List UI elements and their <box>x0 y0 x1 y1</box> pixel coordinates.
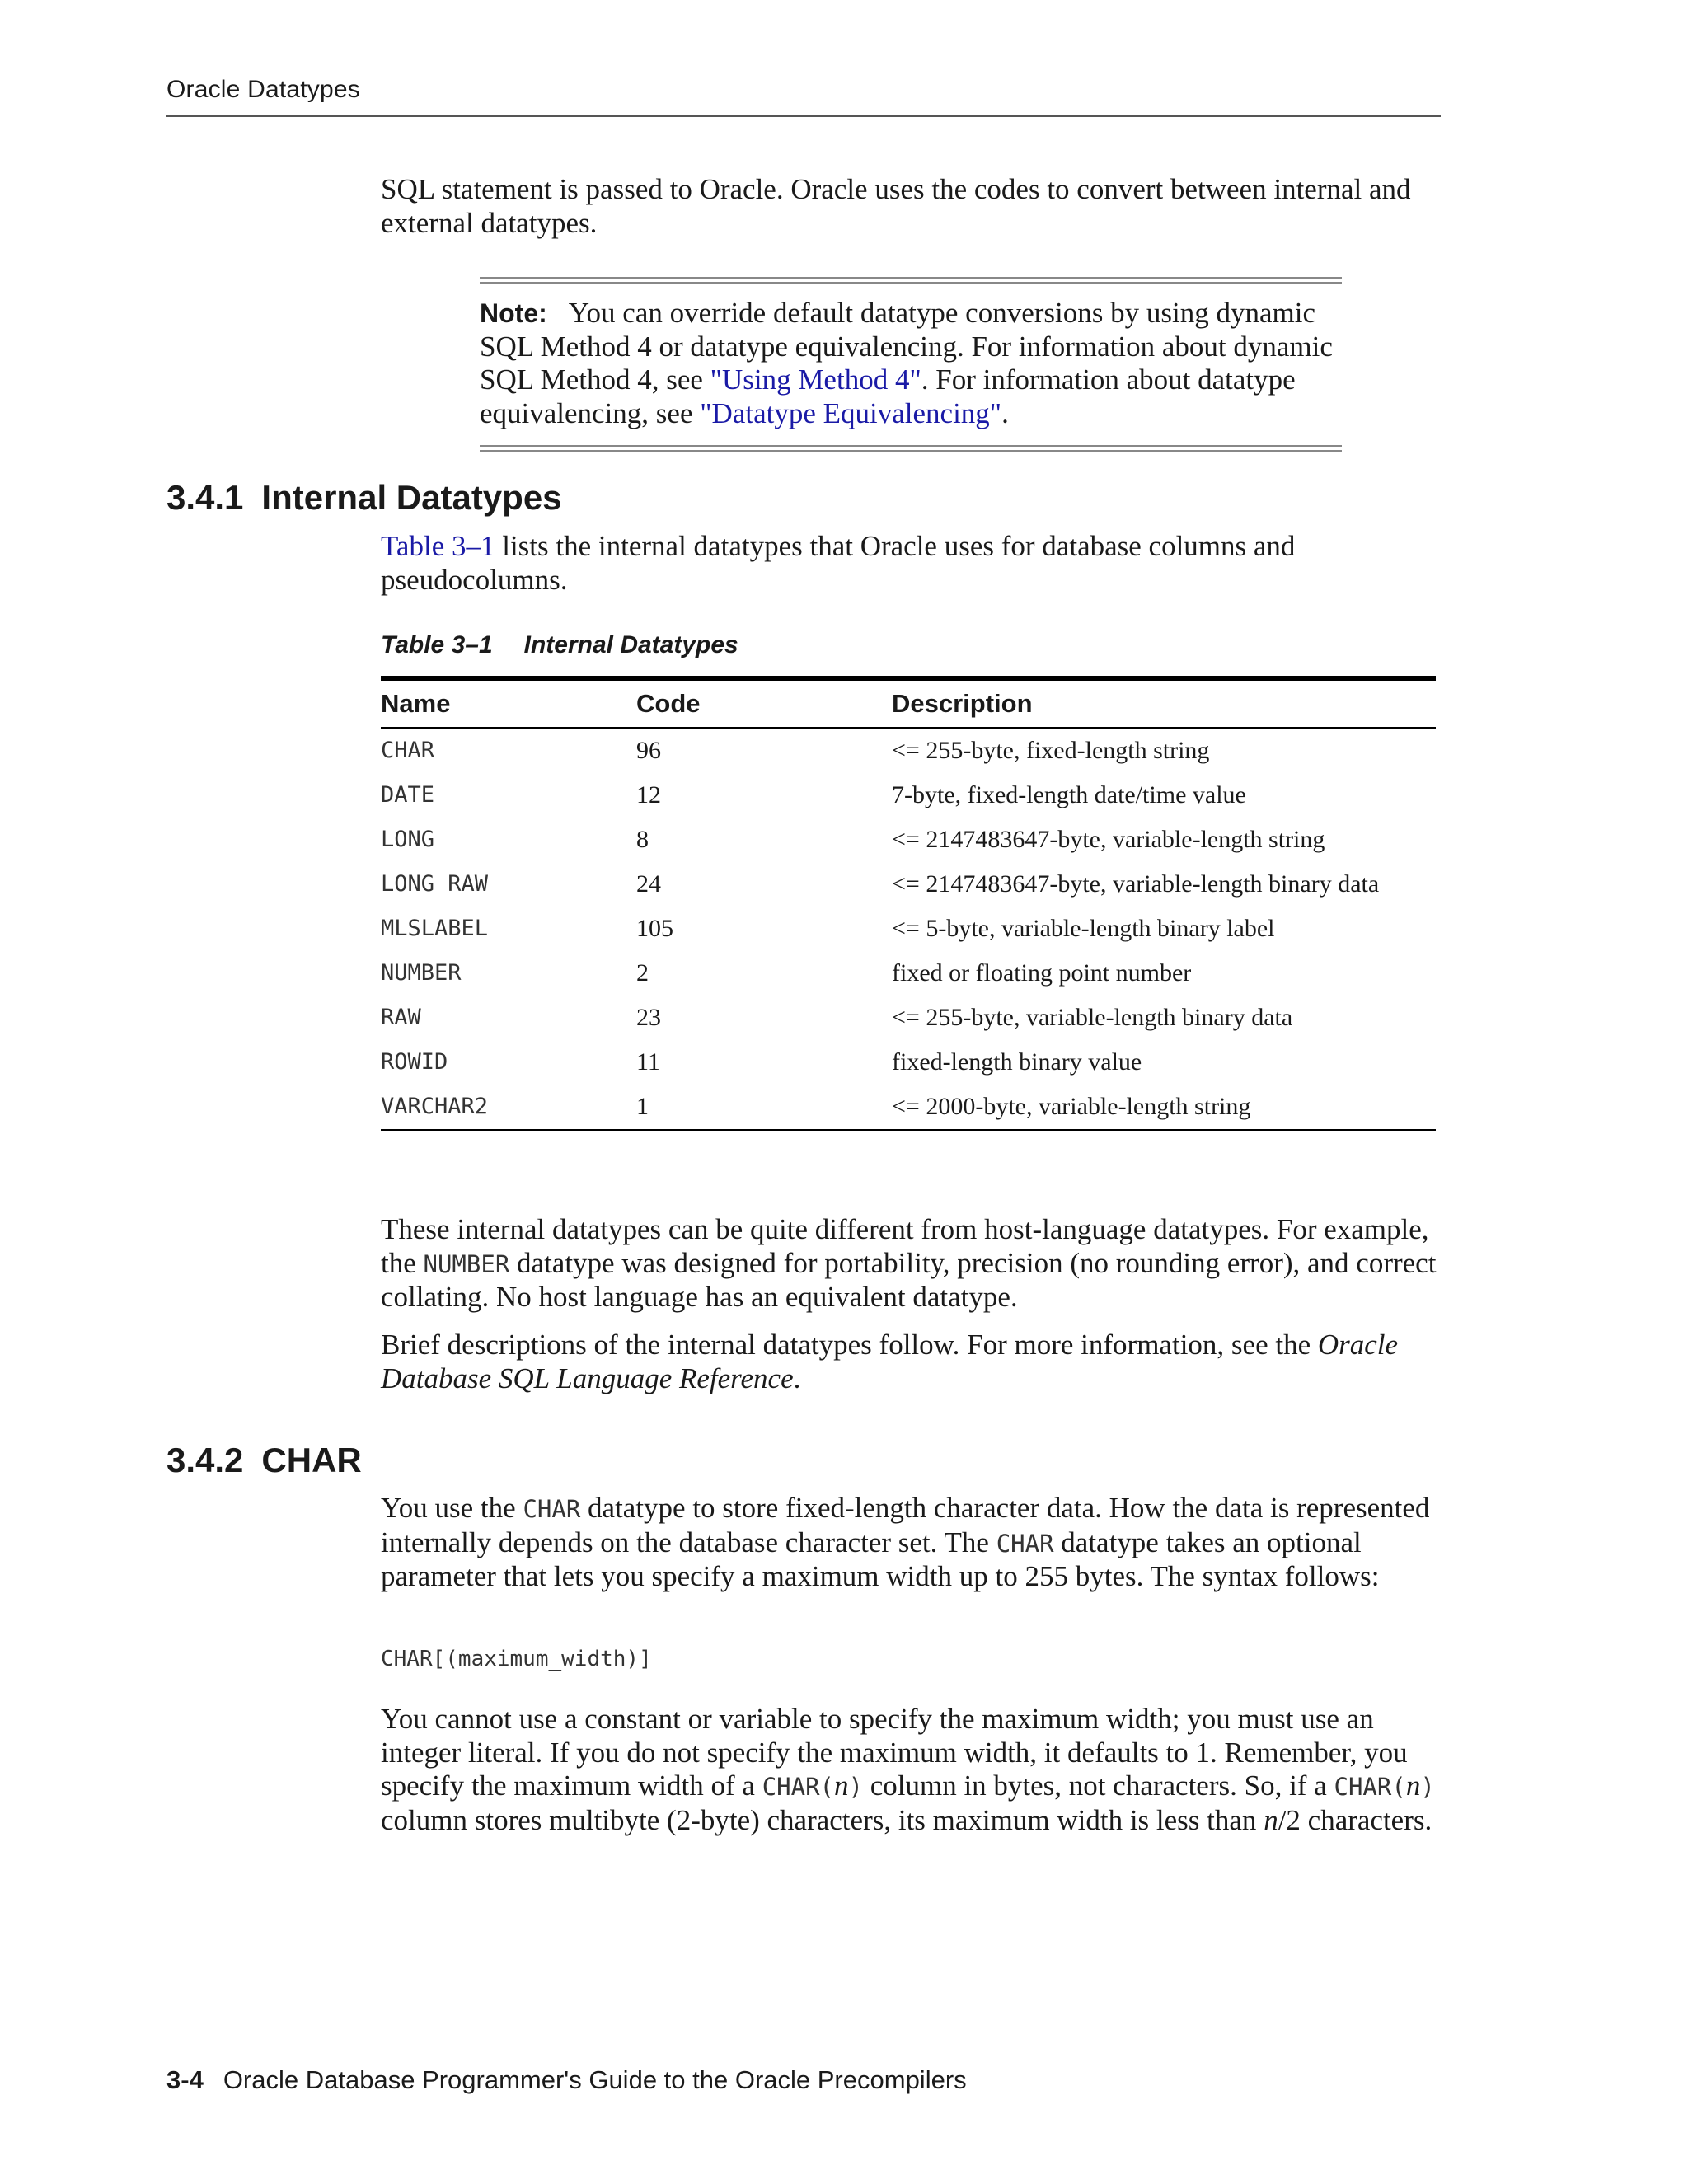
datatype-code: 2 <box>636 959 649 987</box>
inline-code-char: CHAR <box>996 1529 1054 1558</box>
note-text-1: You can override default datatype conversions by using dynamic SQL Method 4 or datatype equivalencing. For information about dynamic SQL Method 4, see <box>480 297 1333 396</box>
sql-reference-title: Oracle Database SQL Language Reference <box>381 1329 1399 1394</box>
section-heading-internal-datatypes <box>166 478 562 518</box>
section-number: 3.4.1 <box>166 478 244 517</box>
datatype-name: ROWID <box>381 1049 448 1075</box>
table-row <box>381 1085 1436 1130</box>
char-description-paragraph <box>381 1492 1444 1594</box>
datatype-name: LONG RAW <box>381 871 489 897</box>
inline-code-paren: ) <box>848 1773 863 1801</box>
inline-code-paren: ) <box>1420 1773 1435 1801</box>
datatype-code: 24 <box>636 870 661 898</box>
table-3-1-link[interactable]: Table 3–1 <box>381 530 495 562</box>
footer-page-number: 3-4 <box>166 2065 204 2094</box>
table-row <box>381 773 1436 818</box>
datatype-equivalencing-link[interactable]: "Datatype Equivalencing" <box>700 396 1002 429</box>
datatype-description: <= 255-byte, fixed-length string <box>892 737 1210 764</box>
text-run: These internal datatypes can be quite different from host-language datatypes. For example, the <box>381 1213 1429 1279</box>
datatype-name: LONG <box>381 827 435 852</box>
variable-n: n <box>1405 1769 1421 1802</box>
using-method-4-link[interactable]: "Using Method 4" <box>710 363 921 396</box>
variable-n: n <box>1264 1803 1278 1836</box>
datatype-code: 1 <box>636 1085 892 1130</box>
table-intro-text: lists the internal datatypes that Oracle uses for database columns and pseudocolumns. <box>381 530 1296 596</box>
table-caption <box>381 631 738 659</box>
section-title: Internal Datatypes <box>261 478 562 517</box>
datatype-description: fixed-length binary value <box>892 1048 1142 1076</box>
note-label: Note: <box>480 298 547 328</box>
inline-code-number: NUMBER <box>423 1249 510 1278</box>
note-text-3: . <box>1001 396 1009 429</box>
datatype-description: 7-byte, fixed-length date/time value <box>892 781 1246 808</box>
datatype-description: <= 5-byte, variable-length binary label <box>892 915 1275 942</box>
table-caption-number: Table 3–1 <box>381 631 493 658</box>
datatype-code: 23 <box>636 1004 661 1031</box>
table-intro-paragraph <box>381 530 1444 597</box>
datatype-name: NUMBER <box>381 960 462 986</box>
text-run: datatype was designed for portability, precision (no rounding error), and correct collating. No host language has an equivalent datatype. <box>381 1246 1437 1313</box>
table-row <box>381 951 1436 996</box>
column-header-name: Name <box>381 678 636 728</box>
table-row <box>381 728 1436 773</box>
char-width-paragraph <box>381 1703 1444 1837</box>
intro-paragraph: SQL statement is passed to Oracle. Oracle uses the codes to convert between internal and external datatypes. <box>381 173 1411 239</box>
datatype-name: RAW <box>381 1005 421 1030</box>
datatype-code: 12 <box>636 781 661 808</box>
datatype-description: <= 2147483647-byte, variable-length string <box>892 826 1325 853</box>
text-run: datatype to store fixed-length character data. How the data is represented internally depends on the database character set. The <box>381 1492 1430 1558</box>
table-row <box>381 996 1436 1040</box>
datatype-name: DATE <box>381 782 435 808</box>
datatype-code: 105 <box>636 915 673 942</box>
text-run: column stores multibyte (2-byte) characters, its maximum width is less than <box>381 1803 1264 1836</box>
column-header-code: Code <box>636 678 892 728</box>
datatypes-difference-paragraph <box>381 1213 1444 1315</box>
datatype-name: MLSLABEL <box>381 916 489 941</box>
datatype-description: <= 2000-byte, variable-length string <box>892 1085 1436 1130</box>
note-bottom-rule <box>480 445 1342 452</box>
section-heading-char <box>166 1441 362 1480</box>
text-run: datatype takes an optional parameter that lets you specify a maximum width up to 255 bytes. The syntax follows: <box>381 1526 1380 1592</box>
running-header: Oracle Datatypes <box>166 76 360 103</box>
datatype-description: <= 2147483647-byte, variable-length binary data <box>892 870 1380 898</box>
text-run: Brief descriptions of the internal datatypes follow. For more information, see the <box>381 1329 1318 1361</box>
table-row <box>381 862 1436 907</box>
table-header-row <box>381 678 1436 728</box>
inline-code-char: CHAR( <box>762 1773 834 1801</box>
datatype-name: CHAR <box>381 738 435 763</box>
datatype-description: <= 255-byte, variable-length binary data <box>892 1004 1293 1031</box>
datatype-description: fixed or floating point number <box>892 959 1192 987</box>
footer-book-title: Oracle Database Programmer's Guide to the Oracle Precompilers <box>223 2065 967 2094</box>
datatype-name: VARCHAR2 <box>381 1085 636 1130</box>
header-rule <box>166 115 1441 117</box>
datatype-code: 8 <box>636 826 649 853</box>
brief-descriptions-paragraph <box>381 1329 1444 1395</box>
inline-code-char: CHAR <box>523 1495 581 1523</box>
section-title: CHAR <box>261 1441 362 1479</box>
datatype-code: 11 <box>636 1048 660 1076</box>
note-box <box>480 277 1342 452</box>
table-caption-title: Internal Datatypes <box>523 631 738 658</box>
variable-n: n <box>834 1769 849 1802</box>
text-run: You cannot use a constant or variable to specify the maximum width; you must use an integer literal. If you do not specify the maximum width, it defaults to 1. Remember, you specify the maximum width of a <box>381 1703 1408 1802</box>
table-row <box>381 1040 1436 1085</box>
char-syntax-code: CHAR[(maximum_width)] <box>381 1647 652 1671</box>
internal-datatypes-table <box>381 676 1436 1131</box>
text-run: . <box>793 1361 801 1394</box>
text-run: You use the <box>381 1492 523 1524</box>
column-header-description: Description <box>892 678 1436 728</box>
inline-code-char: CHAR( <box>1334 1773 1406 1801</box>
table-row <box>381 818 1436 862</box>
text-run: column in bytes, not characters. So, if a <box>862 1769 1334 1802</box>
note-text-2: . For information about datatype equivalencing, see <box>480 363 1296 429</box>
note-top-rule <box>480 277 1342 284</box>
table-row <box>381 907 1436 951</box>
datatype-code: 96 <box>636 737 661 764</box>
page-footer <box>166 2065 967 2095</box>
note-text <box>480 284 1342 445</box>
section-number: 3.4.2 <box>166 1441 244 1479</box>
text-run: /2 characters. <box>1278 1803 1432 1836</box>
